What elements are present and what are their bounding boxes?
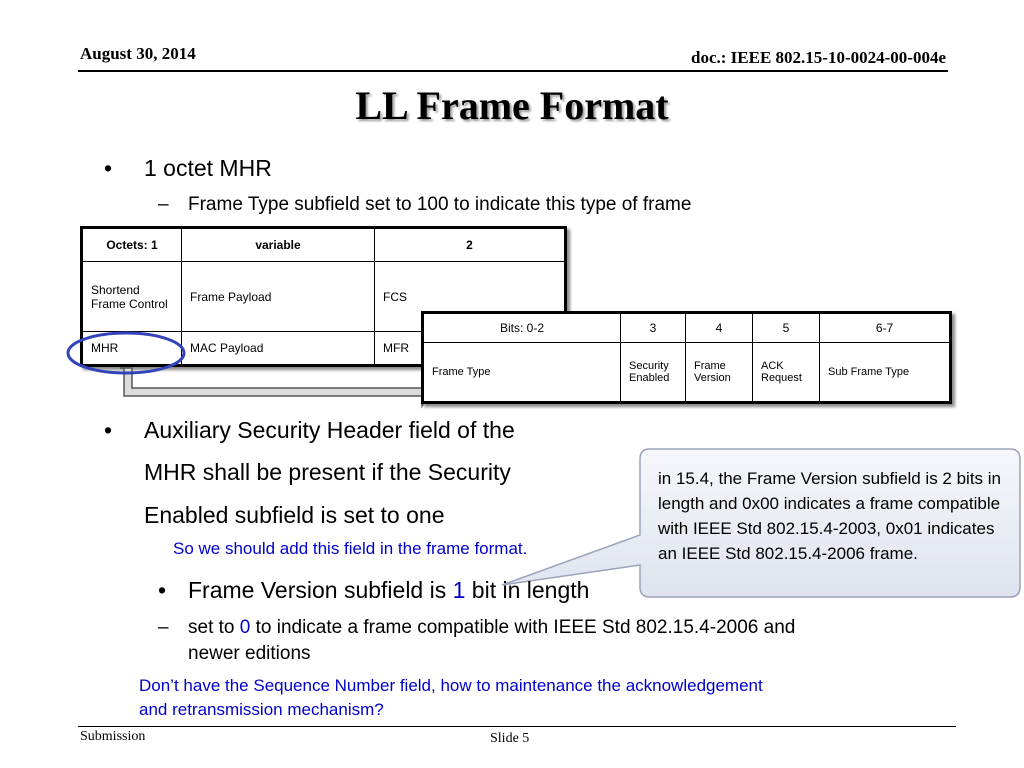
note-add-field: So we should add this field in the frame format. bbox=[173, 539, 528, 558]
question-line1: Don’t have the Sequence Number field, how to maintenance the acknowledgement bbox=[139, 676, 763, 695]
header-doc-id: doc.: IEEE 802.15-10-0024-00-004e bbox=[691, 48, 946, 67]
bullet-dot: • bbox=[104, 155, 113, 181]
frame-version-text: Frame Version subfield is bbox=[188, 577, 453, 603]
slide-title: LL Frame Format bbox=[355, 83, 669, 128]
bullet-aux-security-line3: Enabled subfield is set to one bbox=[144, 502, 445, 528]
cell-frame-payload: Frame Payload bbox=[182, 262, 375, 332]
header-2: 2 bbox=[375, 228, 566, 262]
mhr-highlight-circle bbox=[68, 333, 184, 373]
cell-mfr: MFR bbox=[375, 332, 566, 366]
bullet-dot: • bbox=[104, 417, 113, 443]
cell-frame-type: Frame Type bbox=[423, 343, 621, 403]
frame-control-table bbox=[421, 311, 952, 404]
footer-slide-number: Slide 5 bbox=[490, 731, 530, 746]
bullet-aux-security-line1: Auxiliary Security Header field of the bbox=[144, 417, 515, 443]
set-to-text-end: to indicate a frame compatible with IEEE Std 802.15.4-2006 and bbox=[250, 617, 796, 638]
frame-version-text-end: bit in length bbox=[465, 577, 590, 603]
footer-divider bbox=[78, 726, 956, 727]
header-bit-5: 5 bbox=[753, 313, 820, 343]
bullet-dot: • bbox=[158, 577, 167, 603]
sub-bullet-frame-type: Frame Type subfield set to 100 to indicate this type of frame bbox=[188, 194, 692, 215]
frame-version-bits: 1 bbox=[452, 577, 466, 603]
header-divider bbox=[78, 70, 948, 72]
set-to-text: set to bbox=[188, 617, 240, 638]
bullet-frame-version bbox=[188, 577, 589, 604]
cell-sub-frame-type: Sub Frame Type bbox=[820, 343, 951, 403]
question-line2: and retransmission mechanism? bbox=[139, 700, 384, 719]
cell-shortend-frame-control: Shortend Frame Control bbox=[82, 262, 182, 332]
sub-bullet-set-to-zero bbox=[188, 617, 948, 639]
header-bits-0-2: Bits: 0-2 bbox=[423, 313, 621, 343]
header-octets-1: Octets: 1 bbox=[82, 228, 182, 262]
set-to-value: 0 bbox=[239, 617, 251, 638]
bullet-mhr: 1 octet MHR bbox=[144, 155, 272, 181]
header-bit-3: 3 bbox=[621, 313, 686, 343]
mhr-expansion-arrow bbox=[60, 330, 440, 410]
callout-text: in 15.4, the Frame Version subfield is 2 bits in length and 0x00 indicates a frame compatible with IEEE Std 802.15.4-2003, 0x01 indicates an IEEE Std 802.15.4-2006 frame. bbox=[658, 469, 1002, 563]
cell-mac-payload: MAC Payload bbox=[182, 332, 375, 366]
cell-fcs: FCS bbox=[375, 262, 566, 332]
header-variable: variable bbox=[182, 228, 375, 262]
cell-security-enabled: Security Enabled bbox=[621, 343, 686, 403]
cell-frame-version: Frame Version bbox=[686, 343, 753, 403]
header-bits-6-7: 6-7 bbox=[820, 313, 951, 343]
footer-submission: Submission bbox=[80, 729, 146, 744]
cell-mhr: MHR bbox=[82, 332, 182, 366]
header-bit-4: 4 bbox=[686, 313, 753, 343]
sub-bullet-dash: – bbox=[158, 194, 169, 215]
sub-bullet-dash: – bbox=[158, 617, 169, 638]
sub-bullet-set-to-zero-line2: newer editions bbox=[188, 643, 311, 664]
bullet-aux-security-line2: MHR shall be present if the Security bbox=[144, 459, 511, 485]
cell-ack-request: ACK Request bbox=[753, 343, 820, 403]
header-date: August 30, 2014 bbox=[80, 44, 196, 63]
